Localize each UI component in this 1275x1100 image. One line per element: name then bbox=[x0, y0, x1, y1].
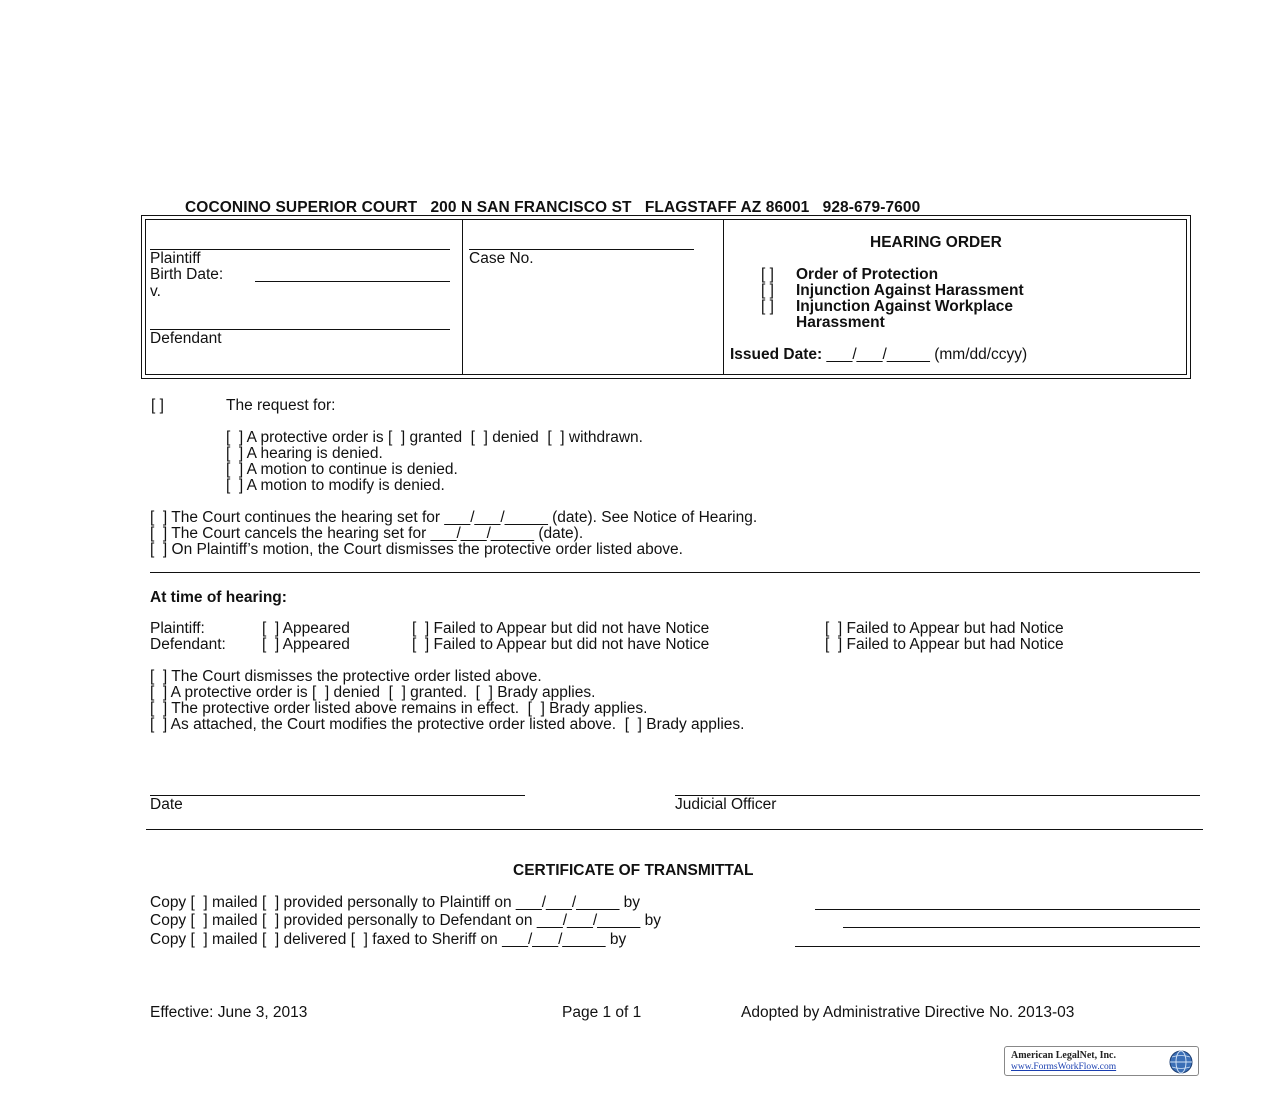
request-label: The request for: bbox=[226, 397, 336, 414]
hearing-outcome[interactable]: [ ] The protective order listed above remains in effect. [ ] Brady applies. bbox=[150, 700, 648, 717]
plaintiff-no-notice-checkbox[interactable]: [ ] Failed to Appear but did not have Notice bbox=[412, 620, 710, 637]
court-action[interactable]: [ ] On Plaintiff’s motion, the Court dismisses the protective order listed above. bbox=[150, 541, 683, 558]
case-no-label: Case No. bbox=[469, 250, 534, 267]
order-type-checkbox[interactable]: [ ] bbox=[761, 282, 774, 299]
footer-page: Page 1 of 1 bbox=[562, 1004, 642, 1021]
transmittal-line[interactable]: Copy [ ] mailed [ ] provided personally to Defendant on ___/___/_____ by bbox=[150, 912, 661, 929]
defendant-appeared-checkbox[interactable]: [ ] Appeared bbox=[262, 636, 350, 653]
transmittal-title: CERTIFICATE OF TRANSMITTAL bbox=[513, 862, 754, 879]
order-type-label: Order of Protection bbox=[796, 266, 939, 283]
defendant-appearance-label: Defendant: bbox=[150, 636, 226, 653]
order-type-label: Injunction Against Workplace bbox=[796, 298, 1014, 315]
order-type-label: Injunction Against Harassment bbox=[796, 282, 1024, 299]
section-divider bbox=[146, 829, 1203, 830]
caption-divider-2 bbox=[723, 219, 724, 375]
logo-url[interactable]: www.FormsWorkFlow.com bbox=[1011, 1062, 1117, 1072]
court-action[interactable]: [ ] The Court continues the hearing set for ___/___/_____ (date). See Notice of Hearing. bbox=[150, 509, 758, 526]
hearing-outcome[interactable]: [ ] The Court dismisses the protective order listed above. bbox=[150, 668, 542, 685]
transmittal-line[interactable]: Copy [ ] mailed [ ] provided personally to Plaintiff on ___/___/_____ by bbox=[150, 894, 640, 911]
birth-date-label: Birth Date: bbox=[150, 266, 224, 283]
defendant-had-notice-checkbox[interactable]: [ ] Failed to Appear but had Notice bbox=[825, 636, 1064, 653]
request-item[interactable]: [ ] A hearing is denied. bbox=[226, 445, 383, 462]
request-item[interactable]: [ ] A protective order is [ ] granted [ ] denied [ ] withdrawn. bbox=[226, 429, 643, 446]
transmittal-signature-line[interactable] bbox=[815, 909, 1200, 910]
globe-icon bbox=[1168, 1049, 1194, 1075]
issued-date-label: Issued Date: bbox=[730, 346, 823, 363]
transmittal-signature-line[interactable] bbox=[795, 946, 1200, 947]
plaintiff-appearance-label: Plaintiff: bbox=[150, 620, 205, 637]
logo-name: American LegalNet, Inc. bbox=[1011, 1050, 1116, 1061]
footer-adopted: Adopted by Administrative Directive No. 2013-03 bbox=[741, 1004, 1075, 1021]
court-header: COCONINO SUPERIOR COURT 200 N SAN FRANCISCO ST FLAGSTAFF AZ 86001 928-679-7600 bbox=[185, 199, 921, 216]
request-item[interactable]: [ ] A motion to continue is denied. bbox=[226, 461, 458, 478]
date-label: Date bbox=[150, 796, 183, 813]
judicial-officer-label: Judicial Officer bbox=[675, 796, 777, 813]
order-type-checkbox[interactable]: [ ] bbox=[761, 266, 774, 283]
transmittal-line[interactable]: Copy [ ] mailed [ ] delivered [ ] faxed to Sheriff on ___/___/_____ by bbox=[150, 931, 627, 948]
defendant-label: Defendant bbox=[150, 330, 222, 347]
defendant-no-notice-checkbox[interactable]: [ ] Failed to Appear but did not have Notice bbox=[412, 636, 710, 653]
footer-effective: Effective: June 3, 2013 bbox=[150, 1004, 308, 1021]
request-item[interactable]: [ ] A motion to modify is denied. bbox=[226, 477, 445, 494]
order-type-label-cont: Harassment bbox=[796, 314, 885, 331]
hearing-outcome[interactable]: [ ] A protective order is [ ] denied [ ] granted. [ ] Brady applies. bbox=[150, 684, 596, 701]
issued-date-row bbox=[730, 347, 1027, 363]
date-signature-line[interactable] bbox=[150, 795, 525, 796]
plaintiff-had-notice-checkbox[interactable]: [ ] Failed to Appear but had Notice bbox=[825, 620, 1064, 637]
issued-date-field[interactable]: ___/___/_____ (mm/dd/ccyy) bbox=[822, 346, 1028, 363]
transmittal-signature-line[interactable] bbox=[843, 927, 1200, 928]
plaintiff-label: Plaintiff bbox=[150, 250, 201, 267]
court-action[interactable]: [ ] The Court cancels the hearing set for ___/___/_____ (date). bbox=[150, 525, 584, 542]
hearing-heading: At time of hearing: bbox=[150, 589, 287, 606]
caption-divider-1 bbox=[462, 219, 463, 375]
caption-box-inner bbox=[145, 219, 1187, 375]
american-legalnet-logo bbox=[1004, 1046, 1199, 1076]
order-type-checkbox[interactable]: [ ] bbox=[761, 298, 774, 315]
section-divider bbox=[150, 572, 1200, 573]
hearing-order-title: HEARING ORDER bbox=[870, 234, 1002, 251]
plaintiff-appeared-checkbox[interactable]: [ ] Appeared bbox=[262, 620, 350, 637]
hearing-outcome[interactable]: [ ] As attached, the Court modifies the protective order listed above. [ ] Brady applies. bbox=[150, 716, 745, 733]
versus-label: v. bbox=[150, 283, 161, 300]
request-checkbox[interactable]: [ ] bbox=[151, 397, 164, 414]
birth-date-line[interactable] bbox=[255, 281, 450, 282]
